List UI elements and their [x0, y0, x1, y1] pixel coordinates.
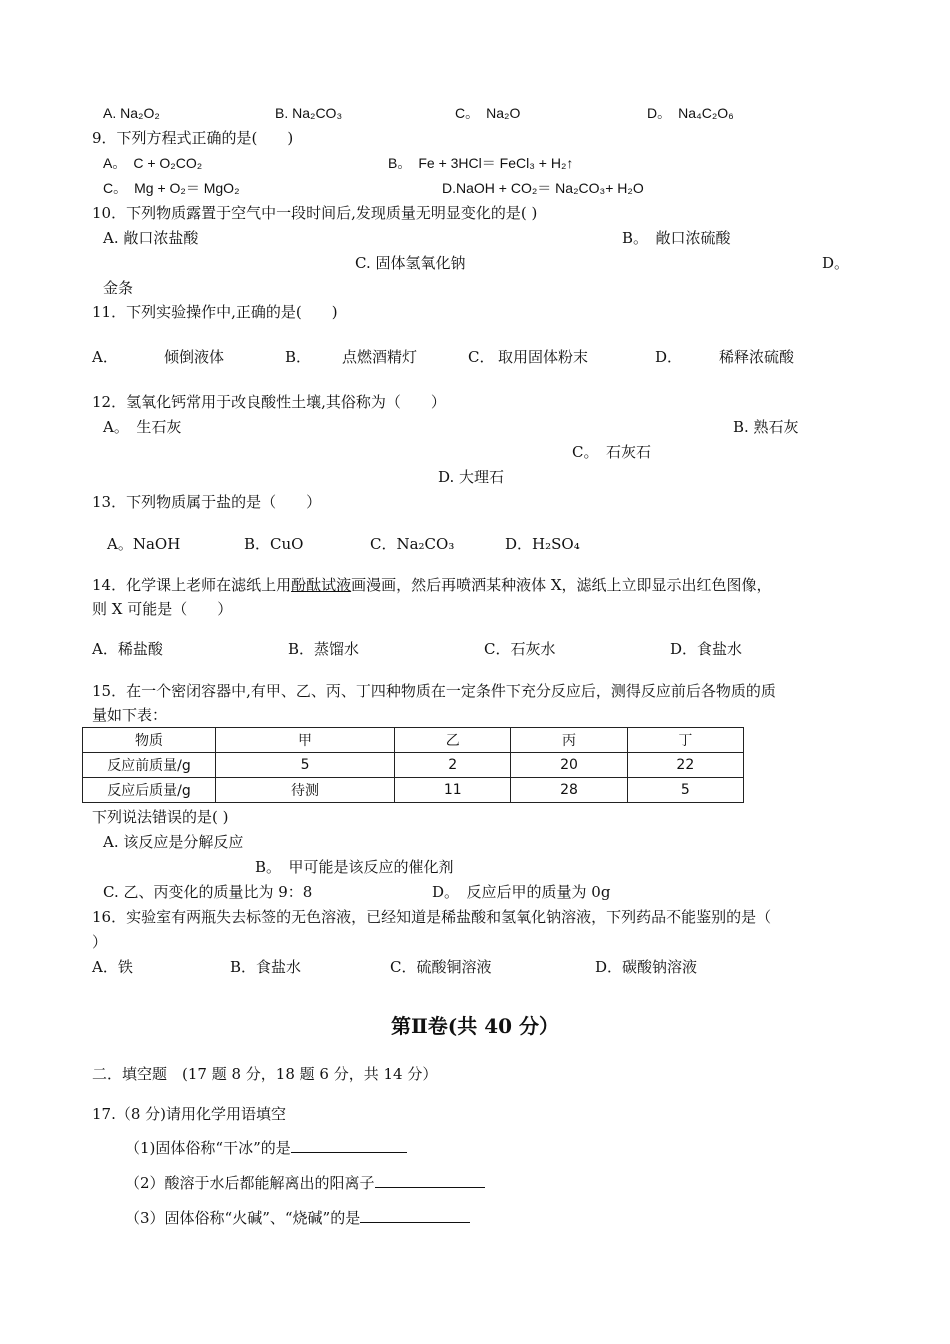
q10-option-b: B。 敞口浓硫酸	[622, 229, 731, 247]
table-cell: 5	[627, 778, 743, 803]
q11-option-a: 倾倒液体	[164, 348, 225, 366]
q16-stem-line2: ）	[92, 933, 108, 951]
q13-stem: 13．下列物质属于盐的是（ ）	[92, 493, 322, 511]
q14-option-c: C．石灰水	[484, 640, 556, 658]
table-cell: 5	[216, 753, 395, 778]
q14-underlined-term: 酚酞试液	[291, 576, 352, 594]
q16-option-a: A．铁	[92, 958, 133, 976]
q15-question: 下列说法错误的是( )	[92, 808, 229, 826]
q8-option-a: A. Na₂O₂	[103, 105, 160, 121]
table-header-cell: 乙	[395, 728, 511, 753]
q9-option-c: C。 Mg + O₂＝ MgO₂	[103, 180, 240, 196]
q15-option-b: B。 甲可能是该反应的催化剂	[255, 858, 454, 876]
table-cell: 22	[627, 753, 743, 778]
q14-option-a: A．稀盐酸	[92, 640, 163, 658]
table-cell: 20	[511, 753, 627, 778]
q17-item-2-text: （2）酸溶于水后都能解离出的阳离子	[125, 1174, 375, 1192]
q9-option-d: D.NaOH + CO₂＝ Na₂CO₃+ H₂O	[442, 180, 644, 196]
q12-option-b: B. 熟石灰	[733, 418, 799, 436]
q8-option-d: D。 Na₄C₂O₆	[647, 105, 734, 121]
q14-stem-post: 画漫画，然后再喷洒某种液体 X，滤纸上立即显示出红色图像，	[351, 576, 772, 594]
q11-option-c: 取用固体粉末	[498, 348, 589, 366]
q14-stem-line2: 则 X 可能是（ ）	[92, 600, 233, 618]
q8-option-c: C。 Na₂O	[455, 105, 521, 121]
q8-option-b: B. Na₂CO₃	[275, 105, 343, 121]
table-header-row	[83, 728, 744, 753]
q11-label-b: B．	[285, 348, 312, 366]
q11-option-d: 稀释浓硫酸	[719, 348, 795, 366]
q10-stem: 10．下列物质露置于空气中一段时间后,发现质量无明显变化的是( )	[92, 204, 538, 222]
answer-blank[interactable]	[360, 1208, 470, 1223]
table-header-cell: 丁	[627, 728, 743, 753]
q14-stem-pre: 14．化学课上老师在滤纸上用	[92, 576, 292, 594]
table-header-cell: 丙	[511, 728, 627, 753]
q15-stem: 15．在一个密闭容器中,有甲、乙、丙、丁四种物质在一定条件下充分反应后，测得反应前后各物质的质	[92, 682, 776, 700]
answer-blank[interactable]	[375, 1173, 485, 1188]
q10-option-c: C. 固体氢氧化钠	[355, 254, 466, 272]
q14-stem	[92, 575, 772, 595]
q13-option-a: A。NaOH	[107, 535, 181, 553]
part-two-heading: 二．填空题 (17 题 8 分，18 题 6 分，共 14 分）	[92, 1065, 438, 1083]
q16-option-b: B．食盐水	[230, 958, 302, 976]
q13-option-c: C．Na₂CO₃	[370, 535, 455, 553]
table-cell: 反应后质量/g	[83, 778, 216, 803]
q16-stem: 16．实验室有两瓶失去标签的无色溶液，已经知道是稀盐酸和氢氧化钠溶液，下列药品不能鉴别的是（	[92, 908, 772, 926]
q10-option-a: A. 敞口浓盐酸	[103, 229, 199, 247]
q16-option-d: D．碳酸钠溶液	[595, 958, 698, 976]
table-cell: 反应前质量/g	[83, 753, 216, 778]
q12-option-a: A。 生石灰	[103, 418, 182, 436]
q15-stem-line2: 量如下表：	[92, 706, 168, 724]
q17-stem: 17.（8 分)请用化学用语填空	[92, 1105, 287, 1123]
q11-label-a: A．	[92, 348, 118, 366]
table-cell: 待测	[216, 778, 395, 803]
table-cell: 11	[395, 778, 511, 803]
q13-option-b: B．CuO	[244, 535, 304, 553]
q17-item-3-text: （3）固体俗称“火碱”、“烧碱”的是	[125, 1209, 361, 1227]
q11-label-d: D．	[655, 348, 683, 366]
q15-option-a: A. 该反应是分解反应	[103, 833, 244, 851]
q14-option-b: B．蒸馏水	[288, 640, 360, 658]
q15-option-c: C. 乙、丙变化的质量比为 9：8	[103, 883, 313, 901]
q12-option-c: C。 石灰石	[572, 443, 651, 461]
q17-item-1	[125, 1138, 407, 1158]
q9-stem: 9．下列方程式正确的是( )	[92, 129, 294, 147]
q9-option-a: A。 C + O₂CO₂	[103, 155, 203, 171]
section-title: 第Ⅱ卷(共 40 分）	[390, 1014, 560, 1038]
q12-stem: 12．氢氧化钙常用于改良酸性土壤,其俗称为（ ）	[92, 393, 446, 411]
q11-label-c: C．	[468, 348, 495, 366]
table-row	[83, 753, 744, 778]
q17-item-3	[125, 1208, 470, 1228]
table-cell: 28	[511, 778, 627, 803]
q17-item-2	[125, 1173, 485, 1193]
q10-option-d: D。	[822, 254, 850, 272]
q11-option-b: 点燃酒精灯	[342, 348, 418, 366]
q11-stem: 11．下列实验操作中,正确的是( )	[92, 303, 338, 321]
q15-option-d: D。 反应后甲的质量为 0g	[432, 883, 611, 901]
q16-option-c: C．硫酸铜溶液	[390, 958, 492, 976]
q14-option-d: D．食盐水	[670, 640, 743, 658]
table-header-cell: 物质	[83, 728, 216, 753]
table-row	[83, 778, 744, 803]
q12-option-d: D. 大理石	[438, 468, 505, 486]
q13-option-d: D．H₂SO₄	[505, 535, 580, 553]
answer-blank[interactable]	[291, 1138, 407, 1153]
table-cell: 2	[395, 753, 511, 778]
q17-item-1-text: （1)固体俗称“干冰”的是	[125, 1139, 291, 1157]
mass-table	[82, 727, 744, 803]
table-header-cell: 甲	[216, 728, 395, 753]
q9-option-b: B。 Fe + 3HCl＝ FeCl₃ + H₂↑	[388, 155, 574, 171]
q10-option-d-text: 金条	[103, 279, 134, 297]
